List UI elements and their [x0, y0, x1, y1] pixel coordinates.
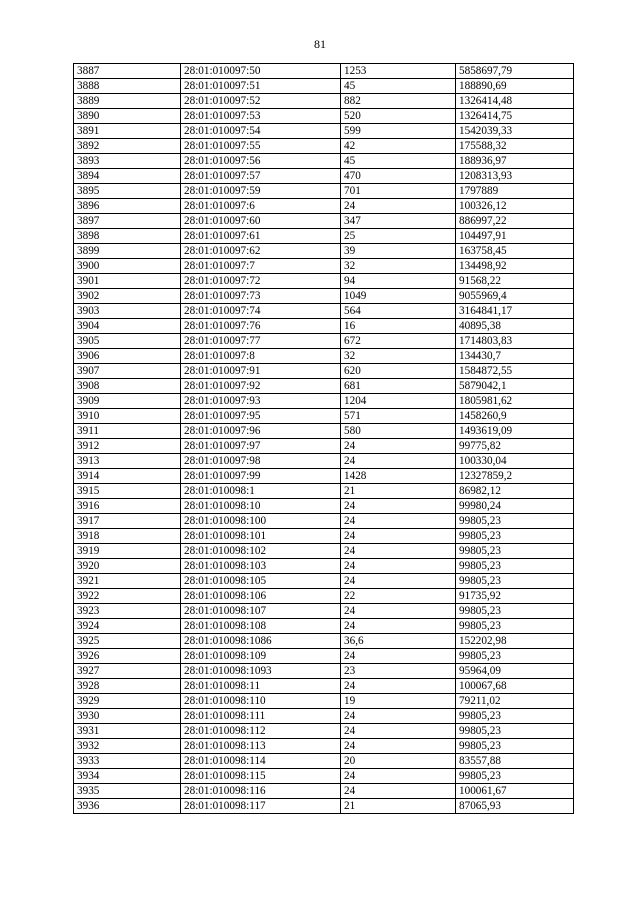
cadastral-number-cell: 28:01:010098:1093: [181, 664, 341, 679]
row-number-cell: 3912: [74, 439, 181, 454]
table-row: [74, 79, 574, 94]
cadastral-value-cell: 1805981,62: [456, 394, 574, 409]
row-number-cell: 3929: [74, 694, 181, 709]
table-row: [74, 364, 574, 379]
cadastral-number-cell: 28:01:010097:73: [181, 289, 341, 304]
area-cell: 681: [341, 379, 456, 394]
row-number-cell: 3925: [74, 634, 181, 649]
row-number-cell: 3911: [74, 424, 181, 439]
area-cell: 24: [341, 199, 456, 214]
area-cell: 1204: [341, 394, 456, 409]
table-row: [74, 724, 574, 739]
area-cell: 24: [341, 574, 456, 589]
row-number-cell: 3904: [74, 319, 181, 334]
area-cell: 21: [341, 484, 456, 499]
cadastral-value-cell: 86982,12: [456, 484, 574, 499]
area-cell: 21: [341, 799, 456, 814]
cadastral-value-cell: 9055969,4: [456, 289, 574, 304]
cadastral-number-cell: 28:01:010097:77: [181, 334, 341, 349]
cadastral-number-cell: 28:01:010097:60: [181, 214, 341, 229]
area-cell: 620: [341, 364, 456, 379]
row-number-cell: 3889: [74, 94, 181, 109]
area-cell: 701: [341, 184, 456, 199]
area-cell: 16: [341, 319, 456, 334]
area-cell: 24: [341, 649, 456, 664]
cadastral-value-cell: 1208313,93: [456, 169, 574, 184]
cadastral-number-cell: 28:01:010097:95: [181, 409, 341, 424]
cadastral-value-cell: 99805,23: [456, 559, 574, 574]
row-number-cell: 3935: [74, 784, 181, 799]
cadastral-number-cell: 28:01:010097:7: [181, 259, 341, 274]
cadastral-value-cell: 188890,69: [456, 79, 574, 94]
cadastral-number-cell: 28:01:010098:116: [181, 784, 341, 799]
area-cell: 520: [341, 109, 456, 124]
area-cell: 24: [341, 769, 456, 784]
cadastral-value-cell: 134498,92: [456, 259, 574, 274]
table-row: [74, 784, 574, 799]
cadastral-value-cell: 91735,92: [456, 589, 574, 604]
table-row: [74, 769, 574, 784]
cadastral-value-cell: 100330,04: [456, 454, 574, 469]
cadastral-value-cell: 95964,09: [456, 664, 574, 679]
cadastral-number-cell: 28:01:010097:61: [181, 229, 341, 244]
table-row: [74, 184, 574, 199]
cadastral-number-cell: 28:01:010098:107: [181, 604, 341, 619]
area-cell: 470: [341, 169, 456, 184]
cadastral-value-cell: 1326414,48: [456, 94, 574, 109]
table-row: [74, 589, 574, 604]
table-row: [74, 349, 574, 364]
table-row: [74, 514, 574, 529]
row-number-cell: 3890: [74, 109, 181, 124]
cadastral-number-cell: 28:01:010097:55: [181, 139, 341, 154]
cadastral-number-cell: 28:01:010097:74: [181, 304, 341, 319]
cadastral-value-cell: 79211,02: [456, 694, 574, 709]
table-row: [74, 409, 574, 424]
table-row: [74, 319, 574, 334]
cadastral-value-cell: 1458260,9: [456, 409, 574, 424]
area-cell: 45: [341, 79, 456, 94]
area-cell: 36,6: [341, 634, 456, 649]
table-row: [74, 289, 574, 304]
area-cell: 571: [341, 409, 456, 424]
cadastral-value-cell: 87065,93: [456, 799, 574, 814]
table-row: [74, 694, 574, 709]
cadastral-value-cell: 5879042,1: [456, 379, 574, 394]
table-row: [74, 439, 574, 454]
row-number-cell: 3903: [74, 304, 181, 319]
table-row: [74, 574, 574, 589]
cadastral-number-cell: 28:01:010097:72: [181, 274, 341, 289]
area-cell: 24: [341, 739, 456, 754]
cadastral-value-cell: 100061,67: [456, 784, 574, 799]
cadastral-number-cell: 28:01:010098:10: [181, 499, 341, 514]
cadastral-value-cell: 12327859,2: [456, 469, 574, 484]
table-row: [74, 619, 574, 634]
table-row: [74, 664, 574, 679]
area-cell: 20: [341, 754, 456, 769]
cadastral-value-cell: 175588,32: [456, 139, 574, 154]
row-number-cell: 3914: [74, 469, 181, 484]
cadastral-number-cell: 28:01:010098:109: [181, 649, 341, 664]
cadastral-value-cell: 99805,23: [456, 529, 574, 544]
table-row: [74, 454, 574, 469]
row-number-cell: 3902: [74, 289, 181, 304]
cadastral-value-cell: 886997,22: [456, 214, 574, 229]
cadastral-number-cell: 28:01:010097:91: [181, 364, 341, 379]
cadastral-number-cell: 28:01:010097:97: [181, 439, 341, 454]
row-number-cell: 3924: [74, 619, 181, 634]
area-cell: 24: [341, 619, 456, 634]
area-cell: 42: [341, 139, 456, 154]
cadastral-number-cell: 28:01:010097:99: [181, 469, 341, 484]
row-number-cell: 3919: [74, 544, 181, 559]
cadastral-value-cell: 99805,23: [456, 619, 574, 634]
row-number-cell: 3926: [74, 649, 181, 664]
cadastral-value-cell: 163758,45: [456, 244, 574, 259]
area-cell: 45: [341, 154, 456, 169]
table-row: [74, 679, 574, 694]
cadastral-value-cell: 99805,23: [456, 574, 574, 589]
cadastral-value-cell: 1326414,75: [456, 109, 574, 124]
cadastral-number-cell: 28:01:010097:56: [181, 154, 341, 169]
table-body: [74, 64, 574, 814]
row-number-cell: 3891: [74, 124, 181, 139]
cadastral-number-cell: 28:01:010097:57: [181, 169, 341, 184]
table-row: [74, 169, 574, 184]
cadastral-value-cell: 99805,23: [456, 709, 574, 724]
area-cell: 24: [341, 724, 456, 739]
table-row: [74, 259, 574, 274]
cadastral-value-cell: 5858697,79: [456, 64, 574, 79]
cadastral-value-cell: 3164841,17: [456, 304, 574, 319]
table-row: [74, 499, 574, 514]
cadastral-value-table: [73, 63, 574, 814]
cadastral-value-cell: 91568,22: [456, 274, 574, 289]
cadastral-value-cell: 99805,23: [456, 649, 574, 664]
cadastral-number-cell: 28:01:010097:92: [181, 379, 341, 394]
cadastral-number-cell: 28:01:010098:117: [181, 799, 341, 814]
cadastral-number-cell: 28:01:010098:106: [181, 589, 341, 604]
cadastral-number-cell: 28:01:010098:101: [181, 529, 341, 544]
area-cell: 94: [341, 274, 456, 289]
row-number-cell: 3900: [74, 259, 181, 274]
cadastral-number-cell: 28:01:010098:102: [181, 544, 341, 559]
table-row: [74, 124, 574, 139]
row-number-cell: 3907: [74, 364, 181, 379]
table-row: [74, 154, 574, 169]
row-number-cell: 3921: [74, 574, 181, 589]
table-row: [74, 394, 574, 409]
row-number-cell: 3916: [74, 499, 181, 514]
row-number-cell: 3934: [74, 769, 181, 784]
table-row: [74, 634, 574, 649]
cadastral-value-cell: 99805,23: [456, 544, 574, 559]
cadastral-number-cell: 28:01:010097:54: [181, 124, 341, 139]
cadastral-number-cell: 28:01:010098:100: [181, 514, 341, 529]
area-cell: 24: [341, 679, 456, 694]
cadastral-value-cell: 152202,98: [456, 634, 574, 649]
area-cell: 347: [341, 214, 456, 229]
row-number-cell: 3923: [74, 604, 181, 619]
row-number-cell: 3910: [74, 409, 181, 424]
cadastral-number-cell: 28:01:010098:1: [181, 484, 341, 499]
cadastral-value-cell: 99805,23: [456, 769, 574, 784]
cadastral-number-cell: 28:01:010098:115: [181, 769, 341, 784]
row-number-cell: 3892: [74, 139, 181, 154]
cadastral-number-cell: 28:01:010097:50: [181, 64, 341, 79]
area-cell: 25: [341, 229, 456, 244]
cadastral-number-cell: 28:01:010097:93: [181, 394, 341, 409]
row-number-cell: 3933: [74, 754, 181, 769]
table-row: [74, 754, 574, 769]
row-number-cell: 3918: [74, 529, 181, 544]
cadastral-value-cell: 104497,91: [456, 229, 574, 244]
row-number-cell: 3895: [74, 184, 181, 199]
row-number-cell: 3888: [74, 79, 181, 94]
area-cell: 1253: [341, 64, 456, 79]
area-cell: 672: [341, 334, 456, 349]
table-row: [74, 199, 574, 214]
area-cell: 19: [341, 694, 456, 709]
row-number-cell: 3917: [74, 514, 181, 529]
area-cell: 24: [341, 439, 456, 454]
area-cell: 882: [341, 94, 456, 109]
area-cell: 564: [341, 304, 456, 319]
row-number-cell: 3928: [74, 679, 181, 694]
row-number-cell: 3909: [74, 394, 181, 409]
cadastral-number-cell: 28:01:010097:98: [181, 454, 341, 469]
cadastral-number-cell: 28:01:010098:103: [181, 559, 341, 574]
row-number-cell: 3931: [74, 724, 181, 739]
cadastral-value-cell: 134430,7: [456, 349, 574, 364]
table-row: [74, 544, 574, 559]
row-number-cell: 3893: [74, 154, 181, 169]
area-cell: 32: [341, 259, 456, 274]
table-row: [74, 214, 574, 229]
table-row: [74, 109, 574, 124]
table-row: [74, 64, 574, 79]
row-number-cell: 3932: [74, 739, 181, 754]
table-row: [74, 559, 574, 574]
cadastral-value-cell: 99805,23: [456, 724, 574, 739]
cadastral-value-cell: 99805,23: [456, 739, 574, 754]
cadastral-value-cell: 99805,23: [456, 604, 574, 619]
row-number-cell: 3913: [74, 454, 181, 469]
row-number-cell: 3905: [74, 334, 181, 349]
row-number-cell: 3901: [74, 274, 181, 289]
table-row: [74, 424, 574, 439]
table-row: [74, 709, 574, 724]
table-row: [74, 739, 574, 754]
cadastral-number-cell: 28:01:010098:112: [181, 724, 341, 739]
table-row: [74, 94, 574, 109]
cadastral-number-cell: 28:01:010097:52: [181, 94, 341, 109]
area-cell: 1428: [341, 469, 456, 484]
table-row: [74, 799, 574, 814]
table-row: [74, 304, 574, 319]
area-cell: 24: [341, 454, 456, 469]
area-cell: 32: [341, 349, 456, 364]
area-cell: 24: [341, 709, 456, 724]
area-cell: 24: [341, 604, 456, 619]
cadastral-number-cell: 28:01:010098:110: [181, 694, 341, 709]
area-cell: 39: [341, 244, 456, 259]
area-cell: 24: [341, 514, 456, 529]
cadastral-number-cell: 28:01:010097:51: [181, 79, 341, 94]
cadastral-number-cell: 28:01:010098:111: [181, 709, 341, 724]
cadastral-value-cell: 100326,12: [456, 199, 574, 214]
cadastral-number-cell: 28:01:010098:11: [181, 679, 341, 694]
cadastral-value-cell: 1493619,09: [456, 424, 574, 439]
area-cell: 580: [341, 424, 456, 439]
area-cell: 24: [341, 784, 456, 799]
cadastral-number-cell: 28:01:010098:105: [181, 574, 341, 589]
row-number-cell: 3936: [74, 799, 181, 814]
cadastral-value-cell: 40895,38: [456, 319, 574, 334]
area-cell: 1049: [341, 289, 456, 304]
table-row: [74, 334, 574, 349]
row-number-cell: 3899: [74, 244, 181, 259]
cadastral-value-cell: 99980,24: [456, 499, 574, 514]
cadastral-value-cell: 100067,68: [456, 679, 574, 694]
table-row: [74, 244, 574, 259]
row-number-cell: 3920: [74, 559, 181, 574]
row-number-cell: 3922: [74, 589, 181, 604]
row-number-cell: 3896: [74, 199, 181, 214]
cadastral-value-cell: 1797889: [456, 184, 574, 199]
row-number-cell: 3915: [74, 484, 181, 499]
row-number-cell: 3897: [74, 214, 181, 229]
area-cell: 24: [341, 544, 456, 559]
row-number-cell: 3898: [74, 229, 181, 244]
cadastral-value-cell: 83557,88: [456, 754, 574, 769]
area-cell: 599: [341, 124, 456, 139]
cadastral-number-cell: 28:01:010097:53: [181, 109, 341, 124]
page-number: 81: [314, 37, 326, 51]
table-row: [74, 484, 574, 499]
row-number-cell: 3908: [74, 379, 181, 394]
cadastral-value-cell: 99805,23: [456, 514, 574, 529]
cadastral-value-cell: 1714803,83: [456, 334, 574, 349]
row-number-cell: 3906: [74, 349, 181, 364]
table-row: [74, 469, 574, 484]
table-row: [74, 649, 574, 664]
area-cell: 23: [341, 664, 456, 679]
area-cell: 24: [341, 559, 456, 574]
row-number-cell: 3894: [74, 169, 181, 184]
table-row: [74, 139, 574, 154]
cadastral-number-cell: 28:01:010097:6: [181, 199, 341, 214]
area-cell: 24: [341, 529, 456, 544]
cadastral-number-cell: 28:01:010097:76: [181, 319, 341, 334]
row-number-cell: 3927: [74, 664, 181, 679]
cadastral-number-cell: 28:01:010097:59: [181, 184, 341, 199]
cadastral-value-cell: 1584872,55: [456, 364, 574, 379]
table-row: [74, 274, 574, 289]
area-cell: 24: [341, 499, 456, 514]
cadastral-value-cell: 99775,82: [456, 439, 574, 454]
cadastral-number-cell: 28:01:010098:113: [181, 739, 341, 754]
cadastral-number-cell: 28:01:010098:1086: [181, 634, 341, 649]
cadastral-number-cell: 28:01:010097:96: [181, 424, 341, 439]
row-number-cell: 3887: [74, 64, 181, 79]
table-row: [74, 229, 574, 244]
cadastral-number-cell: 28:01:010098:114: [181, 754, 341, 769]
cadastral-value-cell: 188936,97: [456, 154, 574, 169]
cadastral-number-cell: 28:01:010097:8: [181, 349, 341, 364]
table-row: [74, 379, 574, 394]
cadastral-number-cell: 28:01:010098:108: [181, 619, 341, 634]
cadastral-value-cell: 1542039,33: [456, 124, 574, 139]
table-row: [74, 529, 574, 544]
cadastral-number-cell: 28:01:010097:62: [181, 244, 341, 259]
table-row: [74, 604, 574, 619]
row-number-cell: 3930: [74, 709, 181, 724]
area-cell: 22: [341, 589, 456, 604]
